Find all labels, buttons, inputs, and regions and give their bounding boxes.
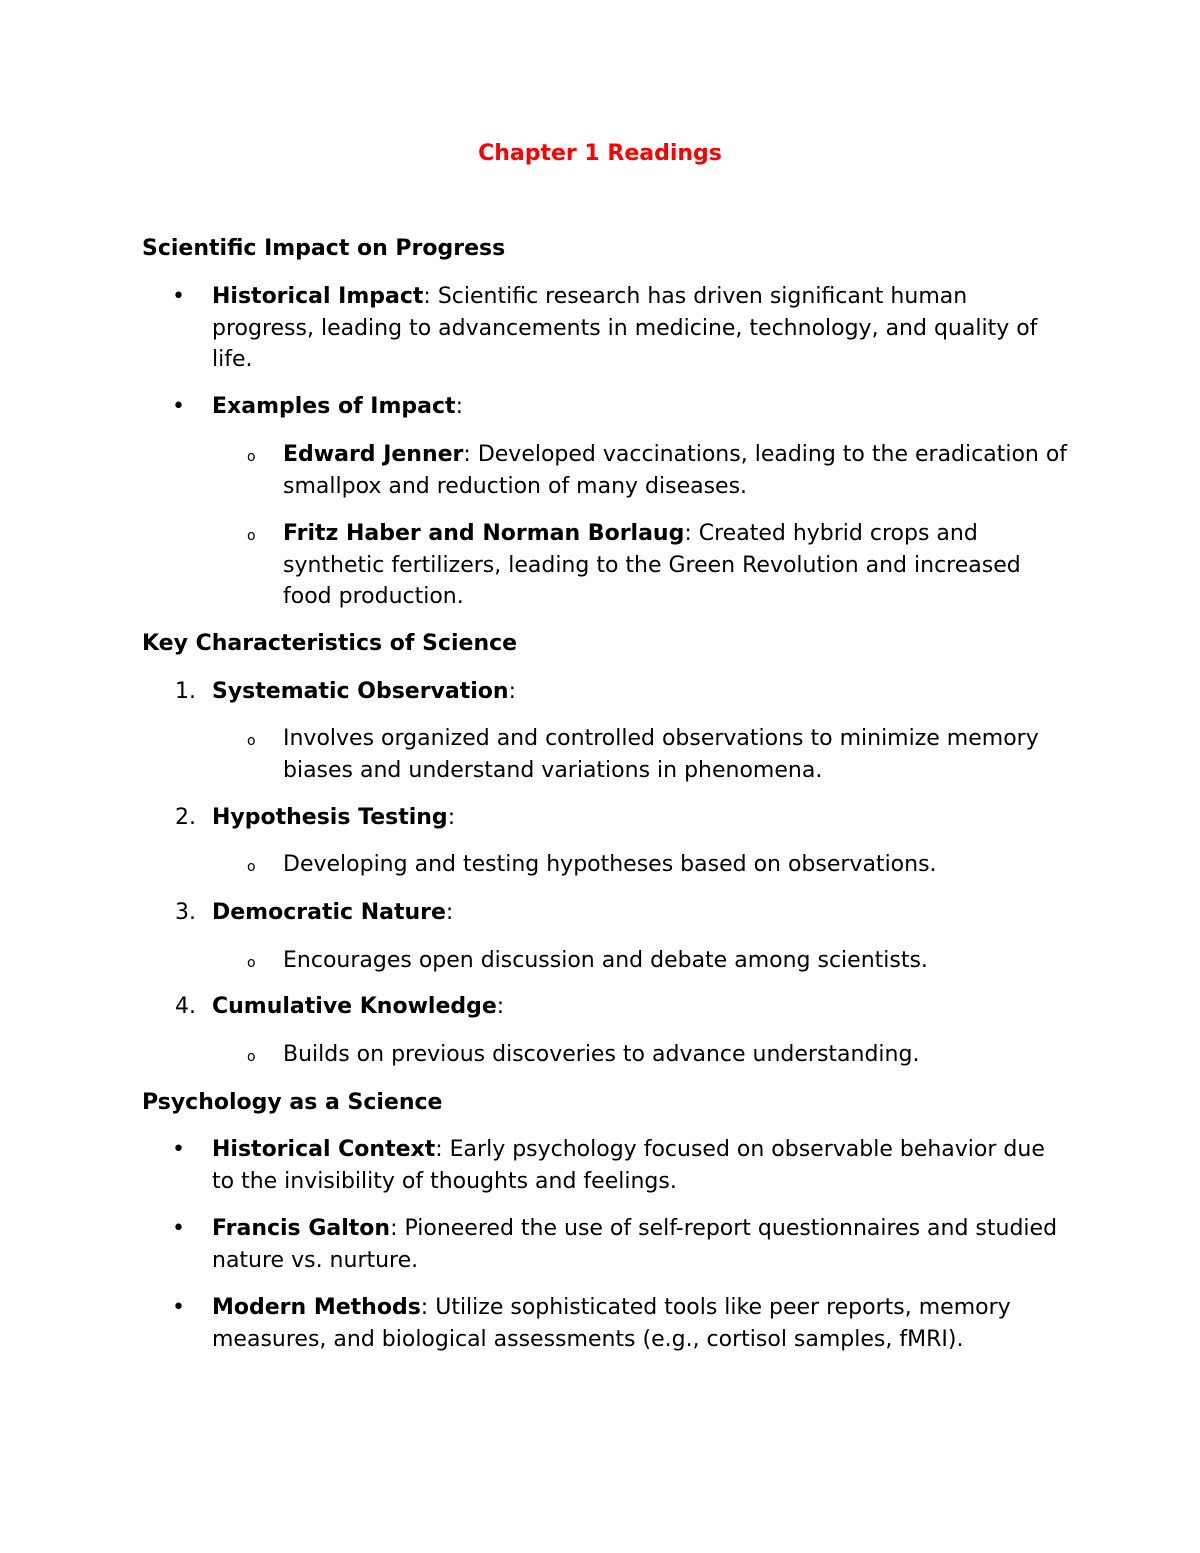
list-item-historical-impact xyxy=(212,281,1072,376)
page-title: Chapter 1 Readings xyxy=(478,141,722,166)
sub-item-haber-borlaug xyxy=(283,518,1073,613)
item-separator: : xyxy=(463,442,471,467)
item-term: Francis Galton xyxy=(212,1216,391,1241)
item-separator: : xyxy=(496,994,505,1019)
list-item-historical-context xyxy=(212,1134,1072,1197)
item-separator: : xyxy=(423,284,431,309)
section-heading-scientific-impact: Scientific Impact on Progress xyxy=(142,236,506,261)
bullet-marker: • xyxy=(172,1137,185,1162)
bullet-marker: • xyxy=(172,1295,185,1320)
item-term: Cumulative Knowledge xyxy=(212,994,497,1019)
list-item-examples-of-impact xyxy=(212,391,1072,423)
circle-bullet-marker: o xyxy=(247,859,256,875)
number-marker: 3. xyxy=(175,900,196,925)
section-heading-key-characteristics: Key Characteristics of Science xyxy=(142,631,518,656)
item-text: Scientific research has driven significant human progress, leading to advancements in medicine, technology, and quality of life. xyxy=(212,284,1038,372)
number-marker: 4. xyxy=(175,994,196,1019)
circle-bullet-marker: o xyxy=(247,449,256,465)
bullet-marker: • xyxy=(172,1216,185,1241)
item-term: Modern Methods xyxy=(212,1295,421,1320)
item-separator: : xyxy=(435,1137,443,1162)
number-marker: 1. xyxy=(175,679,196,704)
item-term: Democratic Nature xyxy=(212,900,446,925)
item-term: Historical Context xyxy=(212,1137,436,1162)
item-text: Early psychology focused on observable behavior due to the invisibility of thoughts and feelings. xyxy=(212,1137,1045,1194)
item-text: Created hybrid crops and synthetic fertilizers, leading to the Green Revolution and increased food production. xyxy=(283,521,1021,609)
sub-item-systematic-observation: Involves organized and controlled observations to minimize memory biases and understand variations in phenomena. xyxy=(283,726,1039,783)
number-marker: 2. xyxy=(175,805,196,830)
sub-item-democratic-nature: Encourages open discussion and debate among scientists. xyxy=(283,948,928,973)
item-term: Edward Jenner xyxy=(283,442,464,467)
item-term: Examples of Impact xyxy=(212,394,456,419)
item-term: Hypothesis Testing xyxy=(212,805,448,830)
item-term: Fritz Haber and Norman Borlaug xyxy=(283,521,685,546)
item-text: Utilize sophisticated tools like peer reports, memory measures, and biological assessments (e.g., cortisol samples, fMRI). xyxy=(212,1295,1011,1352)
bullet-marker: • xyxy=(172,284,185,309)
item-separator: : xyxy=(455,394,463,419)
item-text: Developed vaccinations, leading to the eradication of smallpox and reduction of many diseases. xyxy=(283,442,1068,499)
circle-bullet-marker: o xyxy=(247,733,256,749)
list-item-modern-methods xyxy=(212,1292,1072,1355)
item-term: Historical Impact xyxy=(212,284,424,309)
list-item-cumulative-knowledge xyxy=(212,991,1072,1023)
list-item-systematic-observation xyxy=(212,676,1072,708)
section-heading-psychology-as-science: Psychology as a Science xyxy=(142,1090,443,1115)
circle-bullet-marker: o xyxy=(247,1049,256,1065)
item-text: Pioneered the use of self-report questionnaires and studied nature vs. nurture. xyxy=(212,1216,1058,1273)
item-separator: : xyxy=(390,1216,398,1241)
sub-item-edward-jenner xyxy=(283,439,1073,502)
list-item-democratic-nature xyxy=(212,897,1072,929)
list-item-francis-galton xyxy=(212,1213,1072,1276)
item-separator: : xyxy=(420,1295,429,1320)
item-separator: : xyxy=(445,900,454,925)
circle-bullet-marker: o xyxy=(247,955,256,971)
list-item-hypothesis-testing xyxy=(212,802,1072,834)
sub-item-cumulative-knowledge: Builds on previous discoveries to advance understanding. xyxy=(283,1042,920,1067)
circle-bullet-marker: o xyxy=(247,528,256,544)
sub-item-hypothesis-testing: Developing and testing hypotheses based on observations. xyxy=(283,852,937,877)
item-term: Systematic Observation xyxy=(212,679,509,704)
bullet-marker: • xyxy=(172,394,185,419)
item-separator: : xyxy=(684,521,692,546)
item-separator: : xyxy=(447,805,456,830)
item-separator: : xyxy=(508,679,517,704)
